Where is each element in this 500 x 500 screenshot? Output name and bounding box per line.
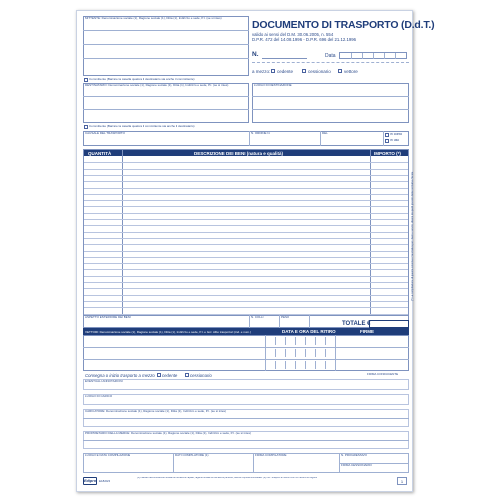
committente1-label: Committente (Barrare la casella qualora il destinatario sia anche il committente) [89, 78, 195, 81]
brand-logo: Edipro [84, 479, 97, 483]
goods-row-line [84, 282, 408, 283]
ritiro-cell-divider [295, 349, 296, 357]
goods-row-line [84, 162, 408, 163]
goods-row-line [84, 257, 408, 258]
goods-row-line [84, 269, 408, 270]
goods-table [83, 149, 409, 315]
ritiro-cell-divider [325, 349, 326, 357]
document-sheet [76, 10, 435, 492]
committente1-checkbox[interactable] [84, 78, 88, 82]
causale-label: CAUSALE DEL TRASPORTO [85, 132, 125, 135]
luogo-destinazione-box[interactable] [252, 83, 409, 123]
goods-row-line [84, 288, 408, 289]
data-compilazione-label: LUOGO E DATA COMPILAZIONE [85, 454, 131, 457]
goods-row-line [84, 251, 408, 252]
ritiro-cell-divider [285, 361, 286, 369]
goods-row-line [84, 181, 408, 182]
product-code: E1820/4 [99, 480, 111, 483]
goods-row-line [84, 175, 408, 176]
ritiro-cell-divider [295, 337, 296, 345]
mezzo-vettore-label: vettore [344, 69, 358, 74]
proprietario-label: PROPRIETARIO DELLA MERCE: Denominazione sociale (1), Ragione sociale (1), Ditta (1), Indirizzo e sede, P.I. (se si intes) [85, 432, 251, 435]
date-field[interactable] [339, 52, 407, 59]
goods-row-line [84, 188, 408, 189]
mezzo-cedente-label: cedente [277, 69, 294, 74]
number-label: N. [252, 51, 259, 58]
del-label: DEL [322, 132, 328, 135]
disclaimer: (1) Indicare denominazione sociale se società di capitali, ragione sociale se società di persone, ditta se impresa individuale. (2) Per i trasporti di merce che non rientra nel regime [137, 477, 318, 479]
goods-row-line [84, 307, 408, 308]
colli-label: N. COLLI [251, 316, 264, 319]
mezzo-cessionario-checkbox[interactable] [302, 69, 306, 73]
ritiro-cell-divider [305, 337, 306, 345]
causale-row [83, 131, 409, 146]
ritiro-cell-divider [315, 349, 316, 357]
eventuali-field[interactable] [83, 379, 409, 390]
col-importo: IMPORTO (*) [374, 150, 401, 156]
totale-label: TOTALE € [342, 321, 371, 327]
number-field[interactable] [262, 58, 307, 59]
goods-row-line [84, 219, 408, 220]
luogo-carico-field[interactable] [83, 394, 409, 405]
destinatario-label: DESTINATARIO: Denominazione sociale (1), Ragione sociale (1), Ditta (1), Indirizzo e sede, P.I. (se si intes) [85, 84, 229, 87]
ritiro-cell-divider [325, 361, 326, 369]
goods-row-line [84, 238, 408, 239]
consegna-cedente-checkbox[interactable] [157, 373, 161, 377]
peso-label: PESO [281, 316, 290, 319]
goods-row-line [84, 194, 408, 195]
in-conto-label: in conto [390, 133, 403, 136]
destinatario-box[interactable] [83, 83, 249, 123]
page-number: 1 [397, 477, 407, 485]
dati-compilatore-label: DATI COMPILATORE (1) [175, 454, 209, 457]
goods-row-line [84, 263, 408, 264]
firma-cessionario-label: FIRMA CESSIONARIO [341, 464, 372, 467]
legal-line-2: D.P.R. 472 del 14.08.1996 - D.P.R. 696 del 21.12.1996 [252, 37, 356, 42]
ritiro-cell-divider [315, 337, 316, 345]
mezzo-label: a mezzo: [252, 69, 271, 74]
in-conto-checkbox[interactable] [385, 133, 389, 137]
side-note-container [411, 171, 414, 301]
goods-row-line [84, 169, 408, 170]
legal-line-1: valido ai sensi del D.M. 30.06.2005, n. 554 [252, 32, 334, 37]
goods-row-line [84, 295, 408, 296]
date-label: Data [325, 53, 336, 59]
ritiro-cell-divider [315, 361, 316, 369]
committente2-checkbox[interactable] [84, 125, 88, 129]
consegna-label: Consegna o inizio trasporto a mezzo [85, 373, 155, 378]
luogo-carico-label: LUOGO DI CARICO [85, 395, 113, 398]
mittente-box[interactable] [83, 16, 249, 76]
caricatore-label: CARICATORE: Denominazione sociale (1), Ragione sociale (1), Ditta (1), Indirizzo e sede, P.I. (se si intes) [85, 410, 227, 413]
luogo-destinazione-label: LUOGO DI DESTINAZIONE [254, 84, 292, 87]
mittente-label: MITTENTE: Denominazione sociale (1), Ragione sociale (1), Ditta (1), Indirizzo e sede, P.I. (se si intes) [85, 17, 222, 20]
consegna-cessionario-label: cessionario [190, 373, 212, 378]
goods-row-line [84, 213, 408, 214]
col-descrizione: DESCRIZIONE DEI BENI (natura e qualità) [194, 150, 284, 156]
consegna-cedente-label: cedente [162, 373, 178, 378]
goods-row-line [84, 206, 408, 207]
totale-field[interactable] [369, 320, 409, 328]
ritiro-cell-divider [295, 361, 296, 369]
n-progressivo-label: N. PROGRESSIVO [341, 454, 368, 457]
vettori-label: VETTORI: Denominazione sociale (1), Ragione sociale (1), Ditta (1), Indirizzo e sede, P.I. e Iscr. Albo trasportori (ind. e num.) [85, 329, 251, 334]
committente2-label: Committente (Barrare la casella qualora il committente sia anche il destinatario) [89, 125, 195, 128]
in-uso-checkbox[interactable] [385, 139, 389, 143]
side-note: (*) La compilazione di questa colonna è facoltativa per i beni e servizi, diversi da quelli previsti dalla normativa fiscale [411, 171, 414, 301]
ritiro-cell-divider [275, 361, 276, 369]
ritiro-cell-divider [275, 349, 276, 357]
firma-compilatore-label: FIRMA COMPILATORE [255, 454, 287, 457]
goods-row-line [84, 232, 408, 233]
ritiro-cell-divider [285, 337, 286, 345]
consegna-cessionario-checkbox[interactable] [185, 373, 189, 377]
ritiro-cell-divider [305, 361, 306, 369]
ritiro-cell-divider [325, 337, 326, 345]
firme-label: FIRME [360, 329, 374, 334]
aspetto-label: ASPETTO ESTERIORE DEI BENI [85, 316, 131, 319]
ritiro-cell-divider [275, 337, 276, 345]
col-quantita: QUANTITÀ [88, 150, 112, 156]
goods-row-line [84, 276, 408, 277]
ordine-label: N. ORDINE N. [251, 132, 271, 135]
in-uso-label: in uso [390, 139, 400, 142]
eventuali-label: EVENTUALI ANNOTAZIONI [85, 380, 123, 383]
goods-row-line [84, 244, 408, 245]
vettori-box[interactable] [83, 335, 409, 371]
mezzo-vettore-checkbox[interactable] [338, 69, 342, 73]
mezzo-cedente-checkbox[interactable] [271, 69, 275, 73]
data-ritiro-label: DATA E ORA DEL RITIRO [282, 329, 336, 334]
document-title: DOCUMENTO DI TRASPORTO (D.d.T.) [252, 19, 435, 31]
goods-row-line [84, 225, 408, 226]
mezzo-cessionario-label: cessionario [308, 69, 331, 74]
ritiro-cell-divider [305, 349, 306, 357]
goods-row-line [84, 301, 408, 302]
goods-row-line [84, 200, 408, 201]
ritiro-cell-divider [285, 349, 286, 357]
firma-conducente-label: FIRMA CONDUCENTE [367, 373, 399, 376]
